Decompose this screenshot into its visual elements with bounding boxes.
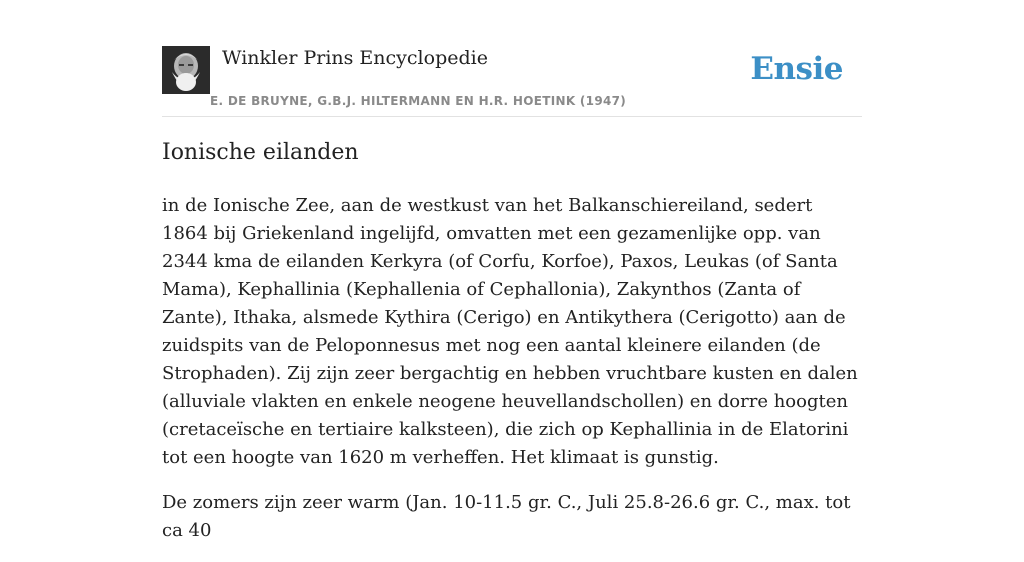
article-title: Ionische eilanden [162, 140, 359, 165]
publication-authors: E. DE BRUYNE, G.B.J. HILTERMANN EN H.R. HOETINK (1947) [210, 94, 627, 108]
publication-title[interactable]: Winkler Prins Encyclopedie [222, 47, 488, 69]
article-body [162, 192, 862, 562]
article-paragraph: in de Ionische Zee, aan de westkust van het Balkanschiereiland, sedert 1864 bij Griekenland ingelijfd, omvatten met een gezamenlijke opp. van 2344 kma de eilanden Kerkyra (of Corfu, Korfoe), Paxos, Leukas (of Santa Mama), Kephallinia (Kephallenia of Cephallonia), Zakynthos (Zanta of Zante), Ithaka, alsmede Kythira (Cerigo) en Antikythera (Cerigotto) aan de zuidspits van de Peloponnesus met nog een aantal kleinere eilanden (de Strophaden). Zij zijn zeer bergachtig en hebben vruchtbare kusten en dalen (alluviale vlakten en enkele neogene heuvellandschollen) en dorre hoogten (cretaceïsche en tertiaire kalksteen), die zich op Kephallinia in de Elatorini tot een hoogte van 1620 m verheffen. Het klimaat is gunstig. [162, 195, 858, 468]
article-paragraph: De zomers zijn zeer warm (Jan. 10-11.5 gr. C., Juli 25.8-26.6 gr. C., max. tot ca 40 [162, 492, 851, 541]
author-avatar[interactable] [162, 46, 210, 94]
bearded-man-portrait-icon [162, 46, 210, 94]
site-header [162, 46, 862, 117]
ensie-logo-link[interactable]: Ensie [750, 51, 843, 87]
